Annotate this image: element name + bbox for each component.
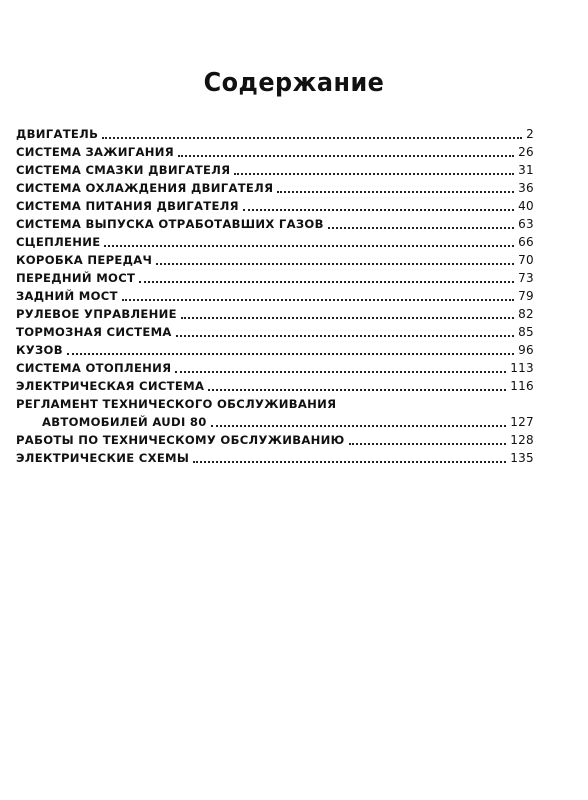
toc-entry-page: 36 xyxy=(518,181,534,195)
toc-entry-label: РУЛЕВОЕ УПРАВЛЕНИЕ xyxy=(16,307,177,321)
toc-entry-label: СИСТЕМА ВЫПУСКА ОТРАБОТАВШИХ ГАЗОВ xyxy=(16,217,324,231)
toc-entry-page: 128 xyxy=(510,433,534,447)
toc-entry-fuel[interactable] xyxy=(16,196,534,214)
dot-leader xyxy=(234,173,514,175)
toc-entry-page: 63 xyxy=(518,217,534,231)
toc-entry-label: СЦЕПЛЕНИЕ xyxy=(16,235,101,249)
toc-entry-label: КОРОБКА ПЕРЕДАЧ xyxy=(16,253,153,267)
toc-entry-label: СИСТЕМА ПИТАНИЯ ДВИГАТЕЛЯ xyxy=(16,199,239,213)
toc-entry-exhaust[interactable] xyxy=(16,214,534,232)
dot-leader xyxy=(193,461,506,463)
dot-leader xyxy=(102,137,522,139)
toc-entry-ignition[interactable] xyxy=(16,142,534,160)
toc-entry-page: 40 xyxy=(518,199,534,213)
toc-entry-page: 127 xyxy=(510,415,534,429)
dot-leader xyxy=(328,227,514,229)
dot-leader xyxy=(277,191,514,193)
dot-leader xyxy=(181,317,514,319)
toc-entry-label: СИСТЕМА СМАЗКИ ДВИГАТЕЛЯ xyxy=(16,163,231,177)
dot-leader xyxy=(178,155,514,157)
toc-entry-page: 79 xyxy=(518,289,534,303)
toc-entry-maintenance-schedule[interactable] xyxy=(16,394,534,412)
toc-entry-label: АВТОМОБИЛЕЙ AUDI 80 xyxy=(42,415,207,429)
toc-entry-cooling[interactable] xyxy=(16,178,534,196)
toc-entry-front-axle[interactable] xyxy=(16,268,534,286)
toc-entry-page: 2 xyxy=(526,127,534,141)
toc-entry-page: 85 xyxy=(518,325,534,339)
toc-entry-maintenance-work[interactable] xyxy=(16,430,534,448)
dot-leader xyxy=(67,353,514,355)
dot-leader xyxy=(243,209,514,211)
toc-entry-page: 113 xyxy=(510,361,534,375)
toc-entry-label: СИСТЕМА ЗАЖИГАНИЯ xyxy=(16,145,174,159)
dot-leader xyxy=(104,245,514,247)
toc-entry-maintenance-schedule-cont[interactable] xyxy=(16,412,534,430)
toc-entry-electrical[interactable] xyxy=(16,376,534,394)
toc-entry-page: 66 xyxy=(518,235,534,249)
toc-entry-page: 31 xyxy=(518,163,534,177)
toc-entry-gearbox[interactable] xyxy=(16,250,534,268)
toc-entry-page: 70 xyxy=(518,253,534,267)
toc-entry-label: ТОРМОЗНАЯ СИСТЕМА xyxy=(16,325,172,339)
dot-leader xyxy=(175,371,506,373)
toc-entry-label: ПЕРЕДНИЙ МОСТ xyxy=(16,271,136,285)
toc-entry-label: СИСТЕМА ОХЛАЖДЕНИЯ ДВИГАТЕЛЯ xyxy=(16,181,274,195)
toc-entry-page: 96 xyxy=(518,343,534,357)
toc-entry-page: 26 xyxy=(518,145,534,159)
toc-entry-engine[interactable] xyxy=(16,124,534,142)
toc-entry-body[interactable] xyxy=(16,340,534,358)
toc-entry-label: ЭЛЕКТРИЧЕСКАЯ СИСТЕМА xyxy=(16,379,205,393)
dot-leader xyxy=(139,281,514,283)
page-title: Содержание xyxy=(203,68,385,98)
toc-entry-page: 116 xyxy=(510,379,534,393)
table-of-contents xyxy=(16,124,534,466)
toc-entry-label: ЭЛЕКТРИЧЕСКИЕ СХЕМЫ xyxy=(16,451,190,465)
toc-entry-label: ЗАДНИЙ МОСТ xyxy=(16,289,118,303)
toc-entry-brakes[interactable] xyxy=(16,322,534,340)
dot-leader xyxy=(211,425,507,427)
dot-leader xyxy=(176,335,514,337)
toc-entry-label: РЕГЛАМЕНТ ТЕХНИЧЕСКОГО ОБСЛУЖИВАНИЯ xyxy=(16,397,337,411)
dot-leader xyxy=(208,389,506,391)
toc-entry-heating[interactable] xyxy=(16,358,534,376)
toc-entry-page: 82 xyxy=(518,307,534,321)
toc-entry-page: 73 xyxy=(518,271,534,285)
dot-leader xyxy=(122,299,514,301)
toc-entry-steering[interactable] xyxy=(16,304,534,322)
toc-entry-label: СИСТЕМА ОТОПЛЕНИЯ xyxy=(16,361,172,375)
dot-leader xyxy=(349,443,507,445)
toc-entry-label: РАБОТЫ ПО ТЕХНИЧЕСКОМУ ОБСЛУЖИВАНИЮ xyxy=(16,433,345,447)
toc-entry-lubrication[interactable] xyxy=(16,160,534,178)
toc-entry-clutch[interactable] xyxy=(16,232,534,250)
toc-entry-rear-axle[interactable] xyxy=(16,286,534,304)
toc-entry-wiring-diagrams[interactable] xyxy=(16,448,534,466)
toc-entry-label: КУЗОВ xyxy=(16,343,63,357)
dot-leader xyxy=(156,263,514,265)
toc-entry-page: 135 xyxy=(510,451,534,465)
toc-entry-label: ДВИГАТЕЛЬ xyxy=(16,127,99,141)
